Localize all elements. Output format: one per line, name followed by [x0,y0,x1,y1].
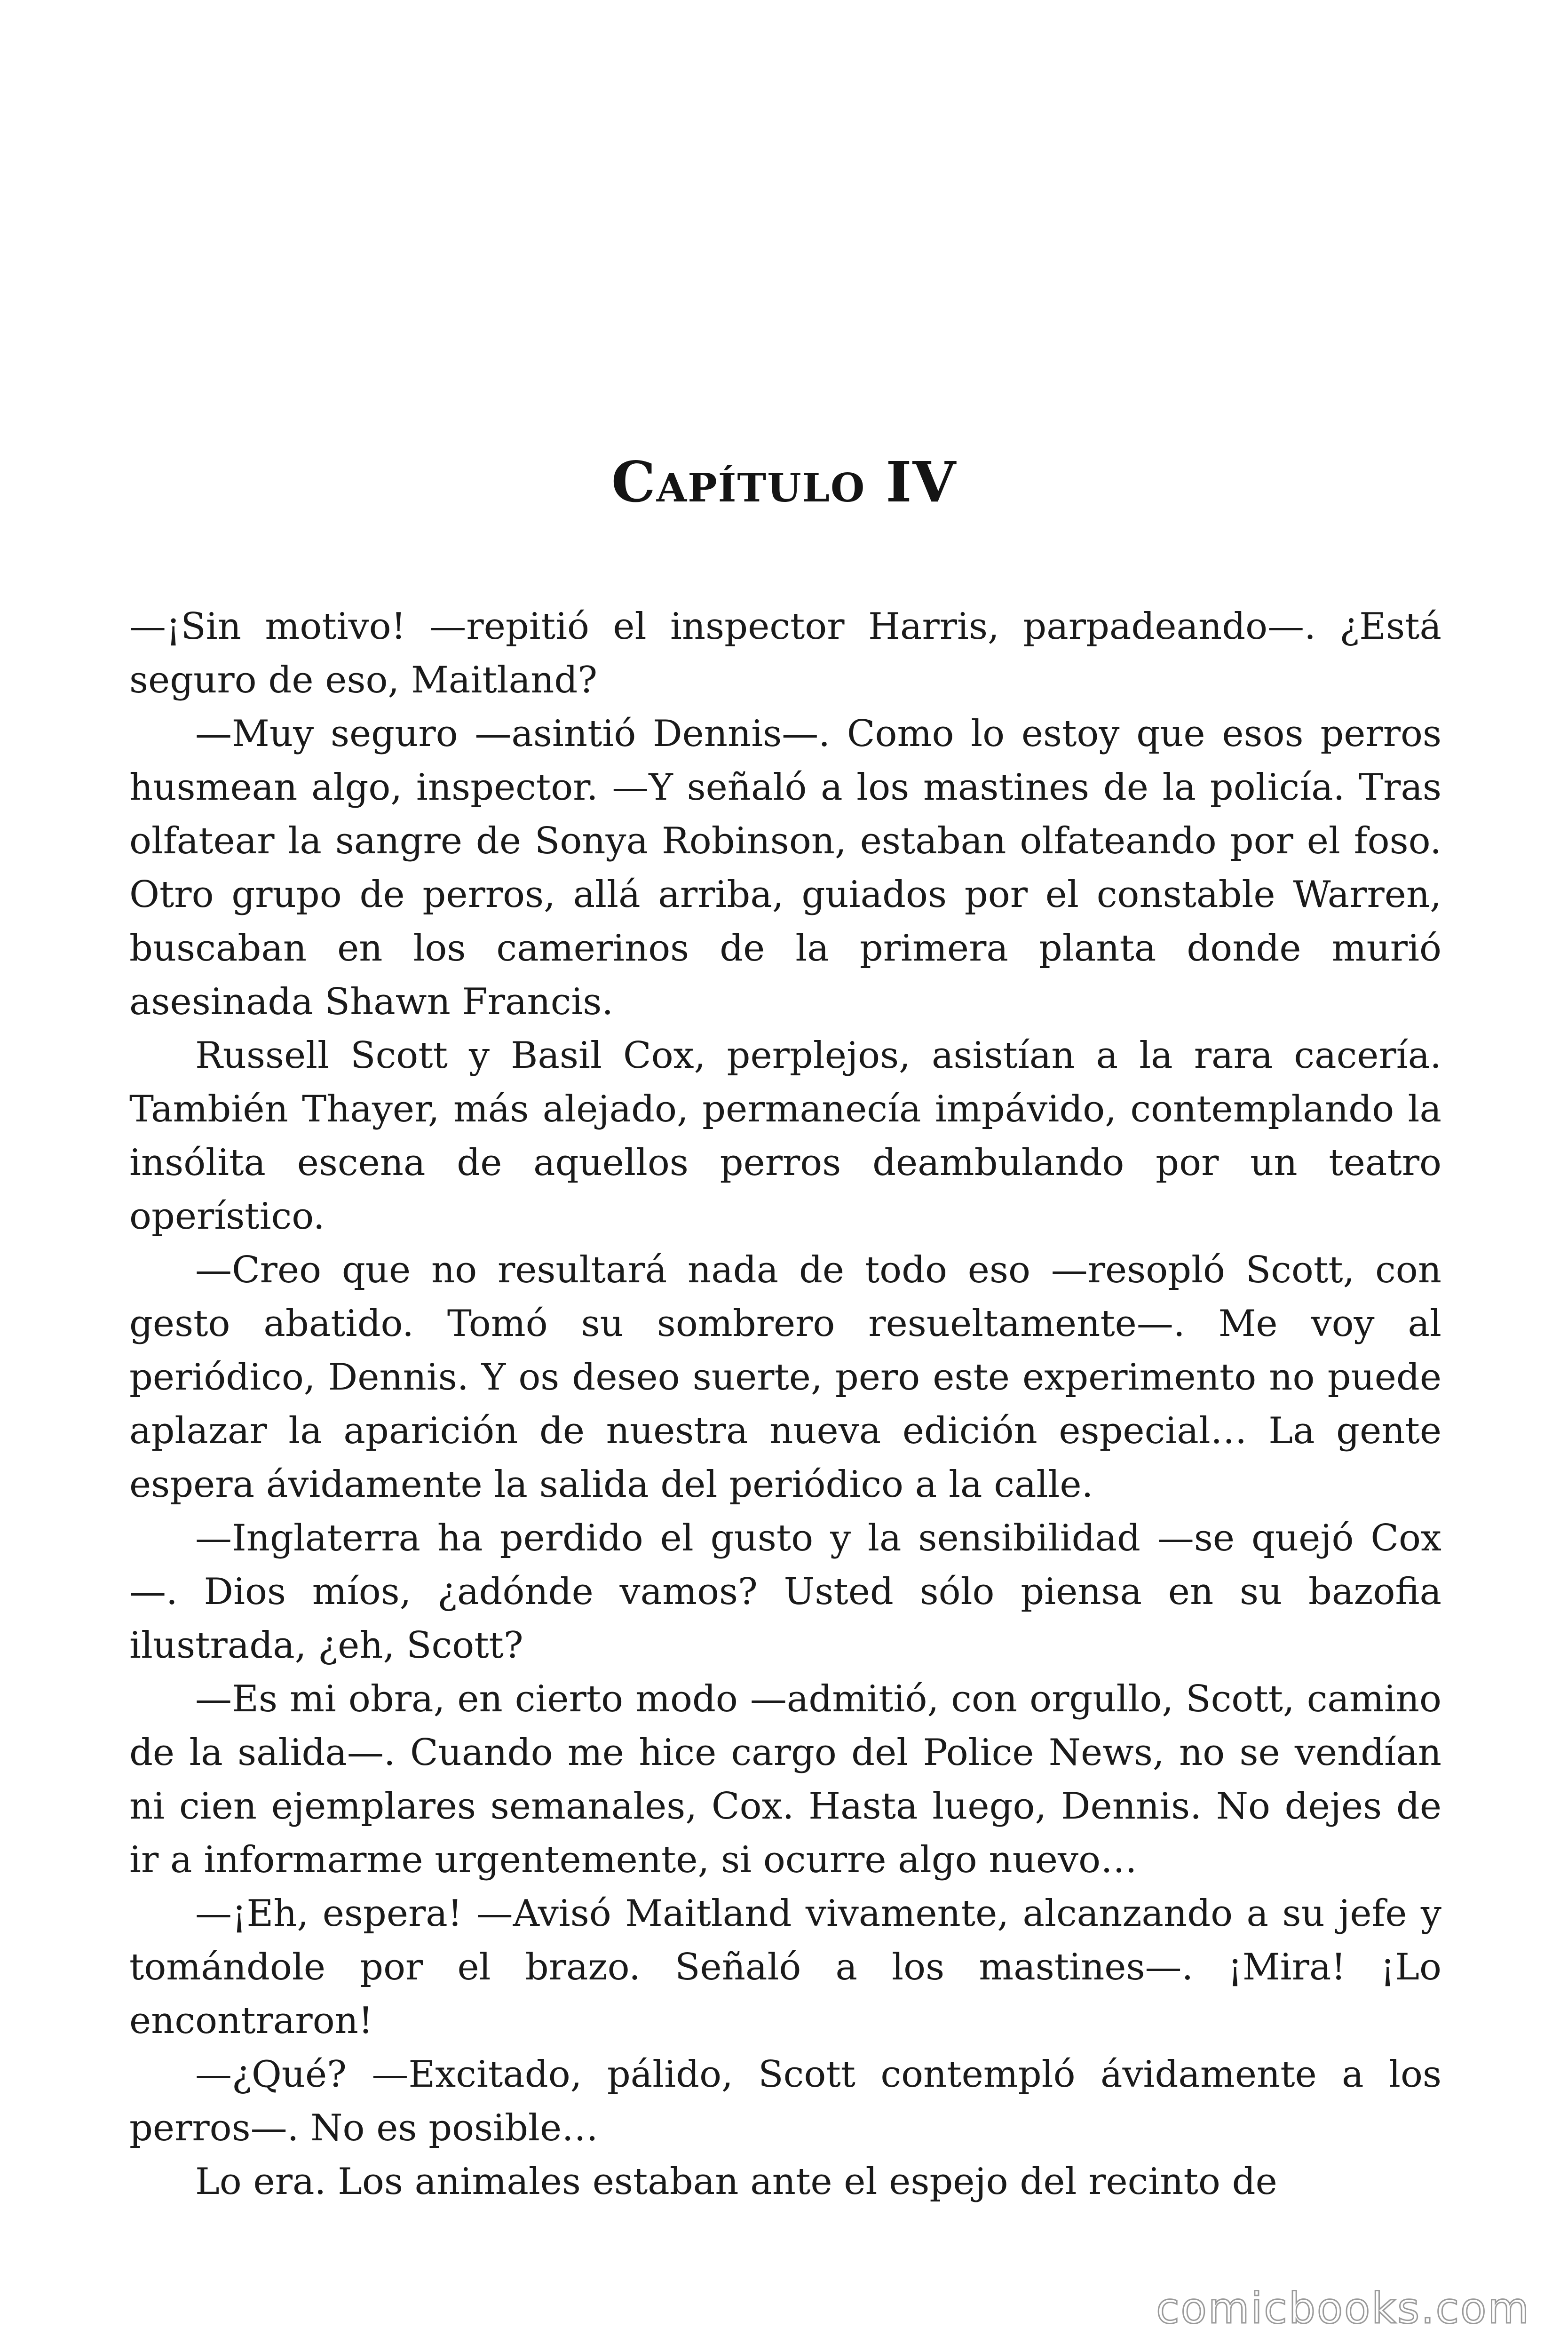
paragraph: Lo era. Los animales estaban ante el espejo del recinto de [195,2161,1277,2203]
paragraph: —Creo que no resultará nada de todo eso —resopló Scott, con gesto abatido. Tomó su sombrero resueltamente—. Me voy al periódico, Dennis. Y os deseo suerte, pero este experimento no puede aplazar la aparición de nuestra nueva edición especial… La gente espera ávidamente la salida del periódico a la calle. [129,1249,1441,1506]
chapter-body [129,600,1441,2209]
paragraph: —¡Eh, espera! —Avisó Maitland vivamente, alcanzando a su jefe y tomándole por el brazo. Señaló a los mastines—. ¡Mira! ¡Lo encontraron! [129,1892,1441,2042]
paragraph: —¿Qué? —Excitado, pálido, Scott contempló ávidamente a los perros—. No es posible… [129,2053,1441,2149]
paragraph: —¡Sin motivo! —repitió el inspector Harris, parpadeando—. ¿Está seguro de eso, Maitland? [129,605,1441,701]
paragraph: —Muy seguro —asintió Dennis—. Como lo estoy que esos perros husmean algo, inspector. —Y señaló a los mastines de la policía. Tras olfatear la sangre de Sonya Robinson, estaban olfateando por el foso. Otro grupo de perros, allá arriba, guiados por el constable Warren, buscaban en los camerinos de la primera planta donde murió asesinada Shawn Francis. [129,713,1441,1023]
paragraph: Russell Scott y Basil Cox, perplejos, asistían a la rara cacería. También Thayer, más alejado, permanecía impávido, contemplando la insólita escena de aquellos perros deambulando por un teatro operístico. [129,1034,1441,1238]
paragraph: —Inglaterra ha perdido el gusto y la sensibilidad —se quejó Cox —. Dios míos, ¿adónde vamos? Usted sólo piensa en su bazofia ilustrada, ¿eh, Scott? [129,1517,1441,1667]
site-watermark: comicbooks.com [1156,2284,1530,2333]
chapter-title: Capítulo IV [611,449,957,515]
paragraph: —Es mi obra, en cierto modo —admitió, con orgullo, Scott, camino de la salida—. Cuando me hice cargo del Police News, no se vendían ni cien ejemplares semanales, Cox. Hasta luego, Dennis. No dejes de ir a informarme urgentemente, si ocurre algo nuevo… [129,1678,1441,1881]
